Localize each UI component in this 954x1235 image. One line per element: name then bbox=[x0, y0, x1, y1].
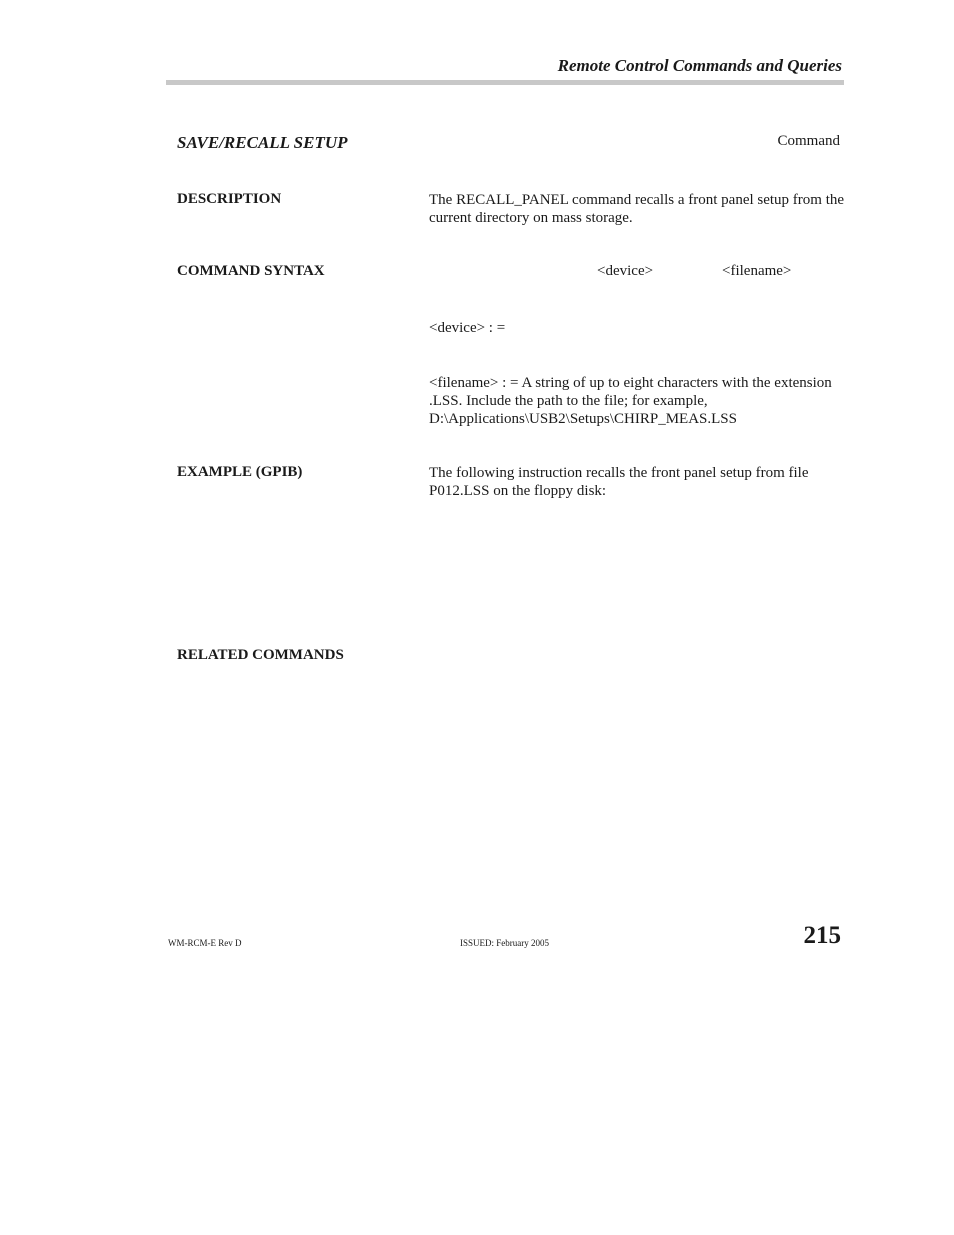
example-label: EXAMPLE (GPIB) bbox=[177, 464, 303, 480]
description-label: DESCRIPTION bbox=[177, 191, 282, 207]
header-rule bbox=[166, 80, 844, 85]
filename-definition: <filename> : = A string of up to eight characters with the extension .LSS. Include the path to the file; for example, D:\Applications\USB2\Setups\CHIRP_MEAS.LSS bbox=[429, 375, 832, 427]
running-header-title: Remote Control Commands and Queries bbox=[557, 56, 842, 75]
related-commands-label: RELATED COMMANDS bbox=[177, 647, 344, 663]
page-number: 215 bbox=[803, 922, 841, 949]
description-text: The RECALL_PANEL command recalls a front panel setup from the current directory on mass storage. bbox=[429, 192, 845, 226]
footer-doc-id: WM-RCM-E Rev D bbox=[168, 938, 242, 948]
footer-issued: ISSUED: February 2005 bbox=[460, 938, 549, 948]
example-text: The following instruction recalls the front panel setup from file P012.LSS on the floppy disk: bbox=[429, 465, 809, 499]
section-type: Command bbox=[777, 133, 840, 149]
command-syntax-label: COMMAND SYNTAX bbox=[177, 263, 325, 279]
section-title: SAVE/RECALL SETUP bbox=[177, 133, 348, 152]
syntax-device-token: <device> bbox=[597, 263, 654, 279]
syntax-filename-token: <filename> bbox=[722, 263, 792, 279]
device-definition: <device> : = bbox=[429, 320, 506, 336]
